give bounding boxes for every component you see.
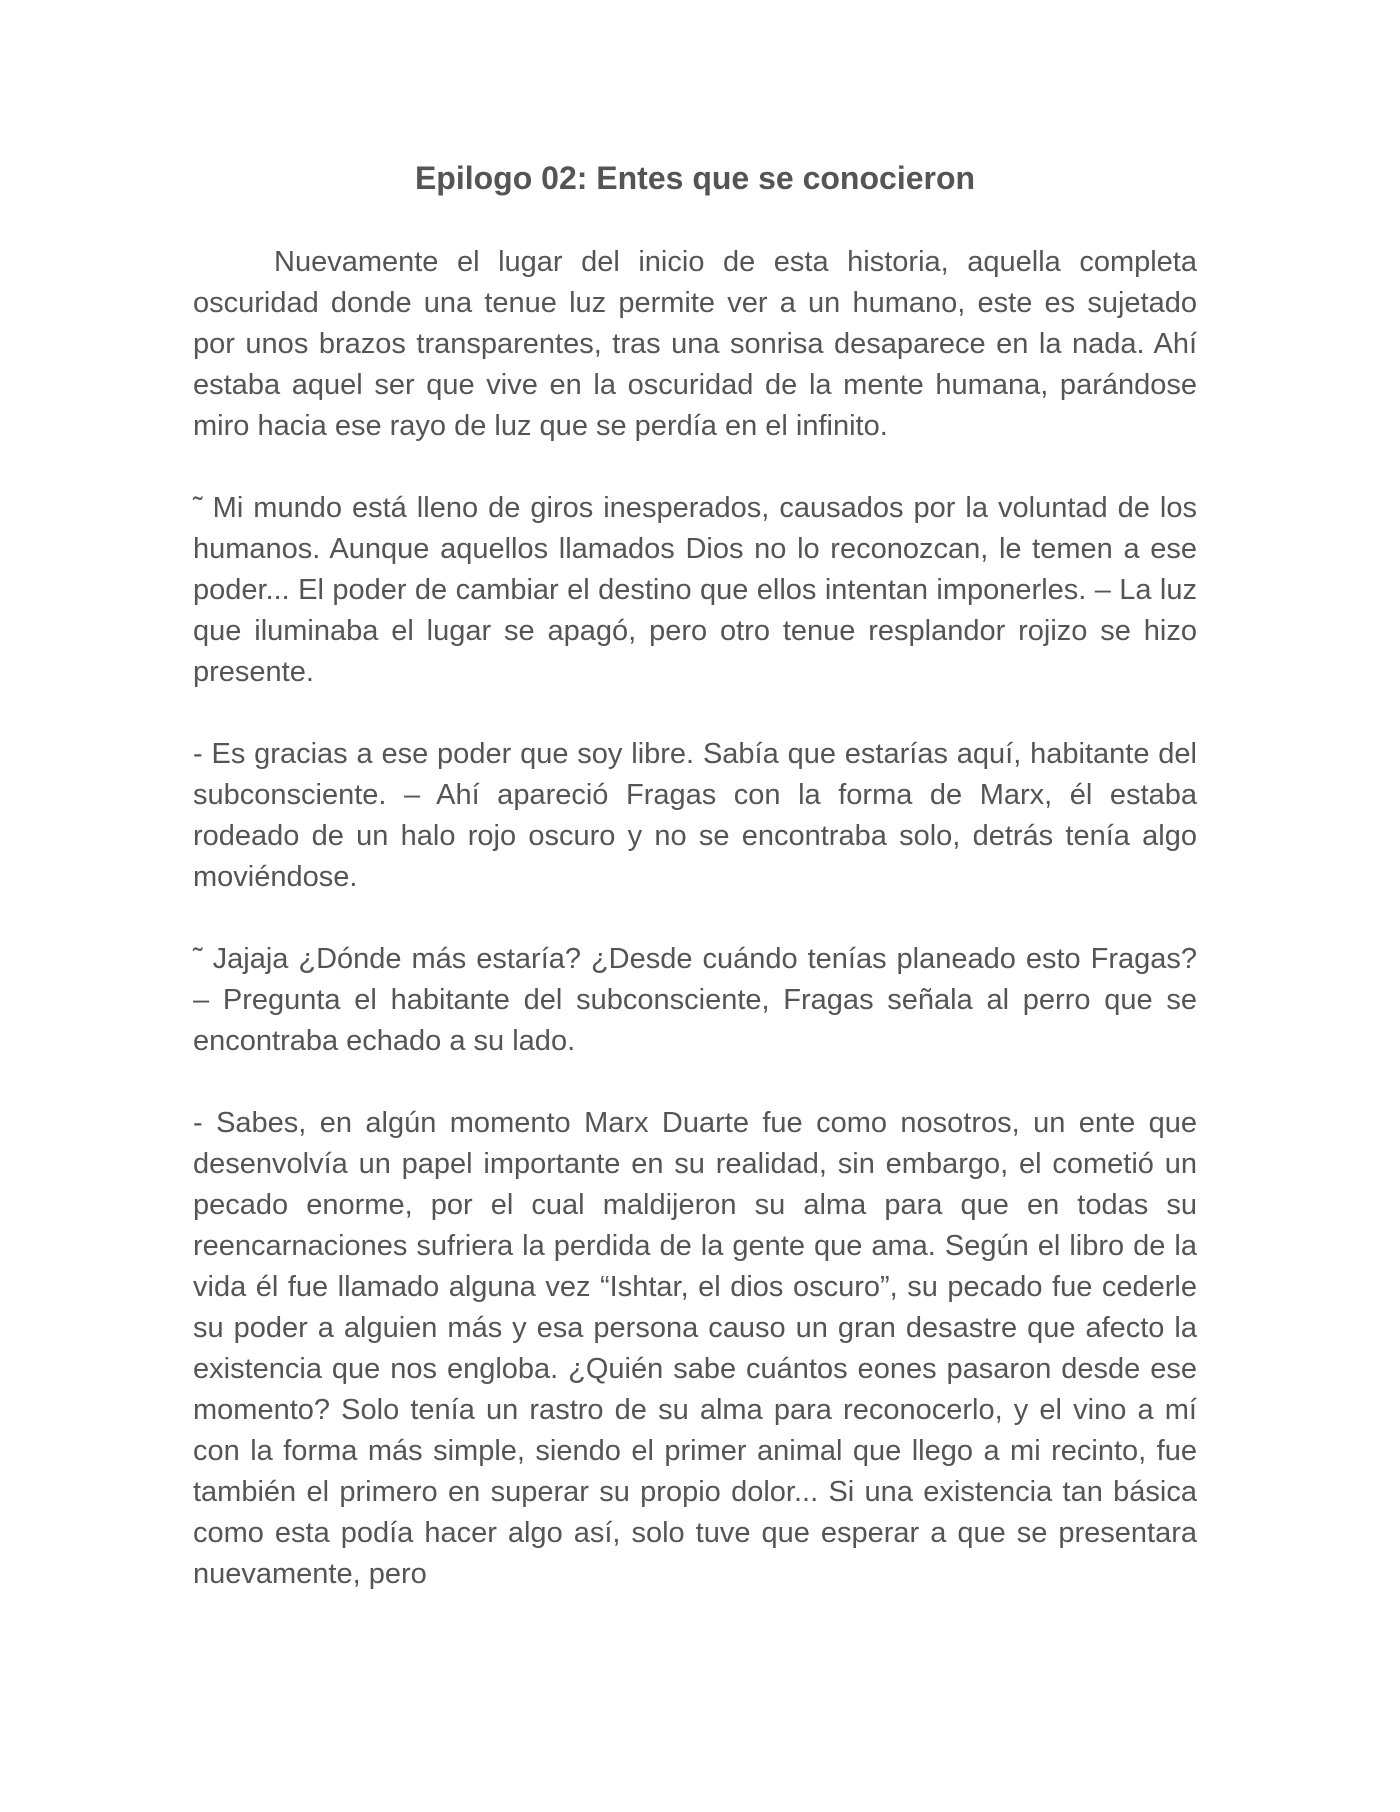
paragraph-3: - Es gracias a ese poder que soy libre. Sabía que estarías aquí, habitante del subconsciente. – Ahí apareció Fragas con la forma de Marx, él estaba rodeado de un halo rojo oscuro y no se encontraba solo, detrás tenía algo moviéndose. xyxy=(193,738,1197,893)
page-title: Epilogo 02: Entes que se conocieron xyxy=(414,160,976,196)
paragraph-5: - Sabes, en algún momento Marx Duarte fue como nosotros, un ente que desenvolvía un papel importante en su realidad, sin embargo, el cometió un pecado enorme, por el cual maldijeron su alma para que en todas su reencarnaciones sufriera la perdida de la gente que ama. Según el libro de la vida él fue llamado alguna vez “Ishtar, el dios oscuro”, su pecado fue cederle su poder a alguien más y esa persona causo un gran desastre que afecto la existencia que nos engloba. ¿Quién sabe cuántos eones pasaron desde ese momento? Solo tenía un rastro de su alma para reconocerlo, y el vino a mí con la forma más simple, siendo el primer animal que llego a mi recinto, fue también el primero en superar su propio dolor... Si una existencia tan básica como esta podía hacer algo así, solo tuve que esperar a que se presentara nuevamente, pero xyxy=(193,1107,1197,1590)
paragraph-1: Nuevamente el lugar del inicio de esta historia, aquella completa oscuridad donde una tenue luz permite ver a un humano, este es sujetado por unos brazos transparentes, tras una sonrisa desaparece en la nada. Ahí estaba aquel ser que vive en la oscuridad de la mente humana, parándose miro hacia ese rayo de luz que se perdía en el infinito. xyxy=(193,246,1197,442)
paragraph-2: ˜ Mi mundo está lleno de giros inesperados, causados por la voluntad de los humanos. Aunque aquellos llamados Dios no lo reconozcan, le temen a ese poder... El poder de cambiar el destino que ellos intentan imponerles. – La luz que iluminaba el lugar se apagó, pero otro tenue resplandor rojizo se hizo presente. xyxy=(193,492,1197,688)
paragraph-4: ˜ Jajaja ¿Dónde más estaría? ¿Desde cuándo tenías planeado esto Fragas? – Pregunta el habitante del subconsciente, Fragas señala al perro que se encontraba echado a su lado. xyxy=(193,943,1197,1057)
document-body xyxy=(193,140,1197,1595)
